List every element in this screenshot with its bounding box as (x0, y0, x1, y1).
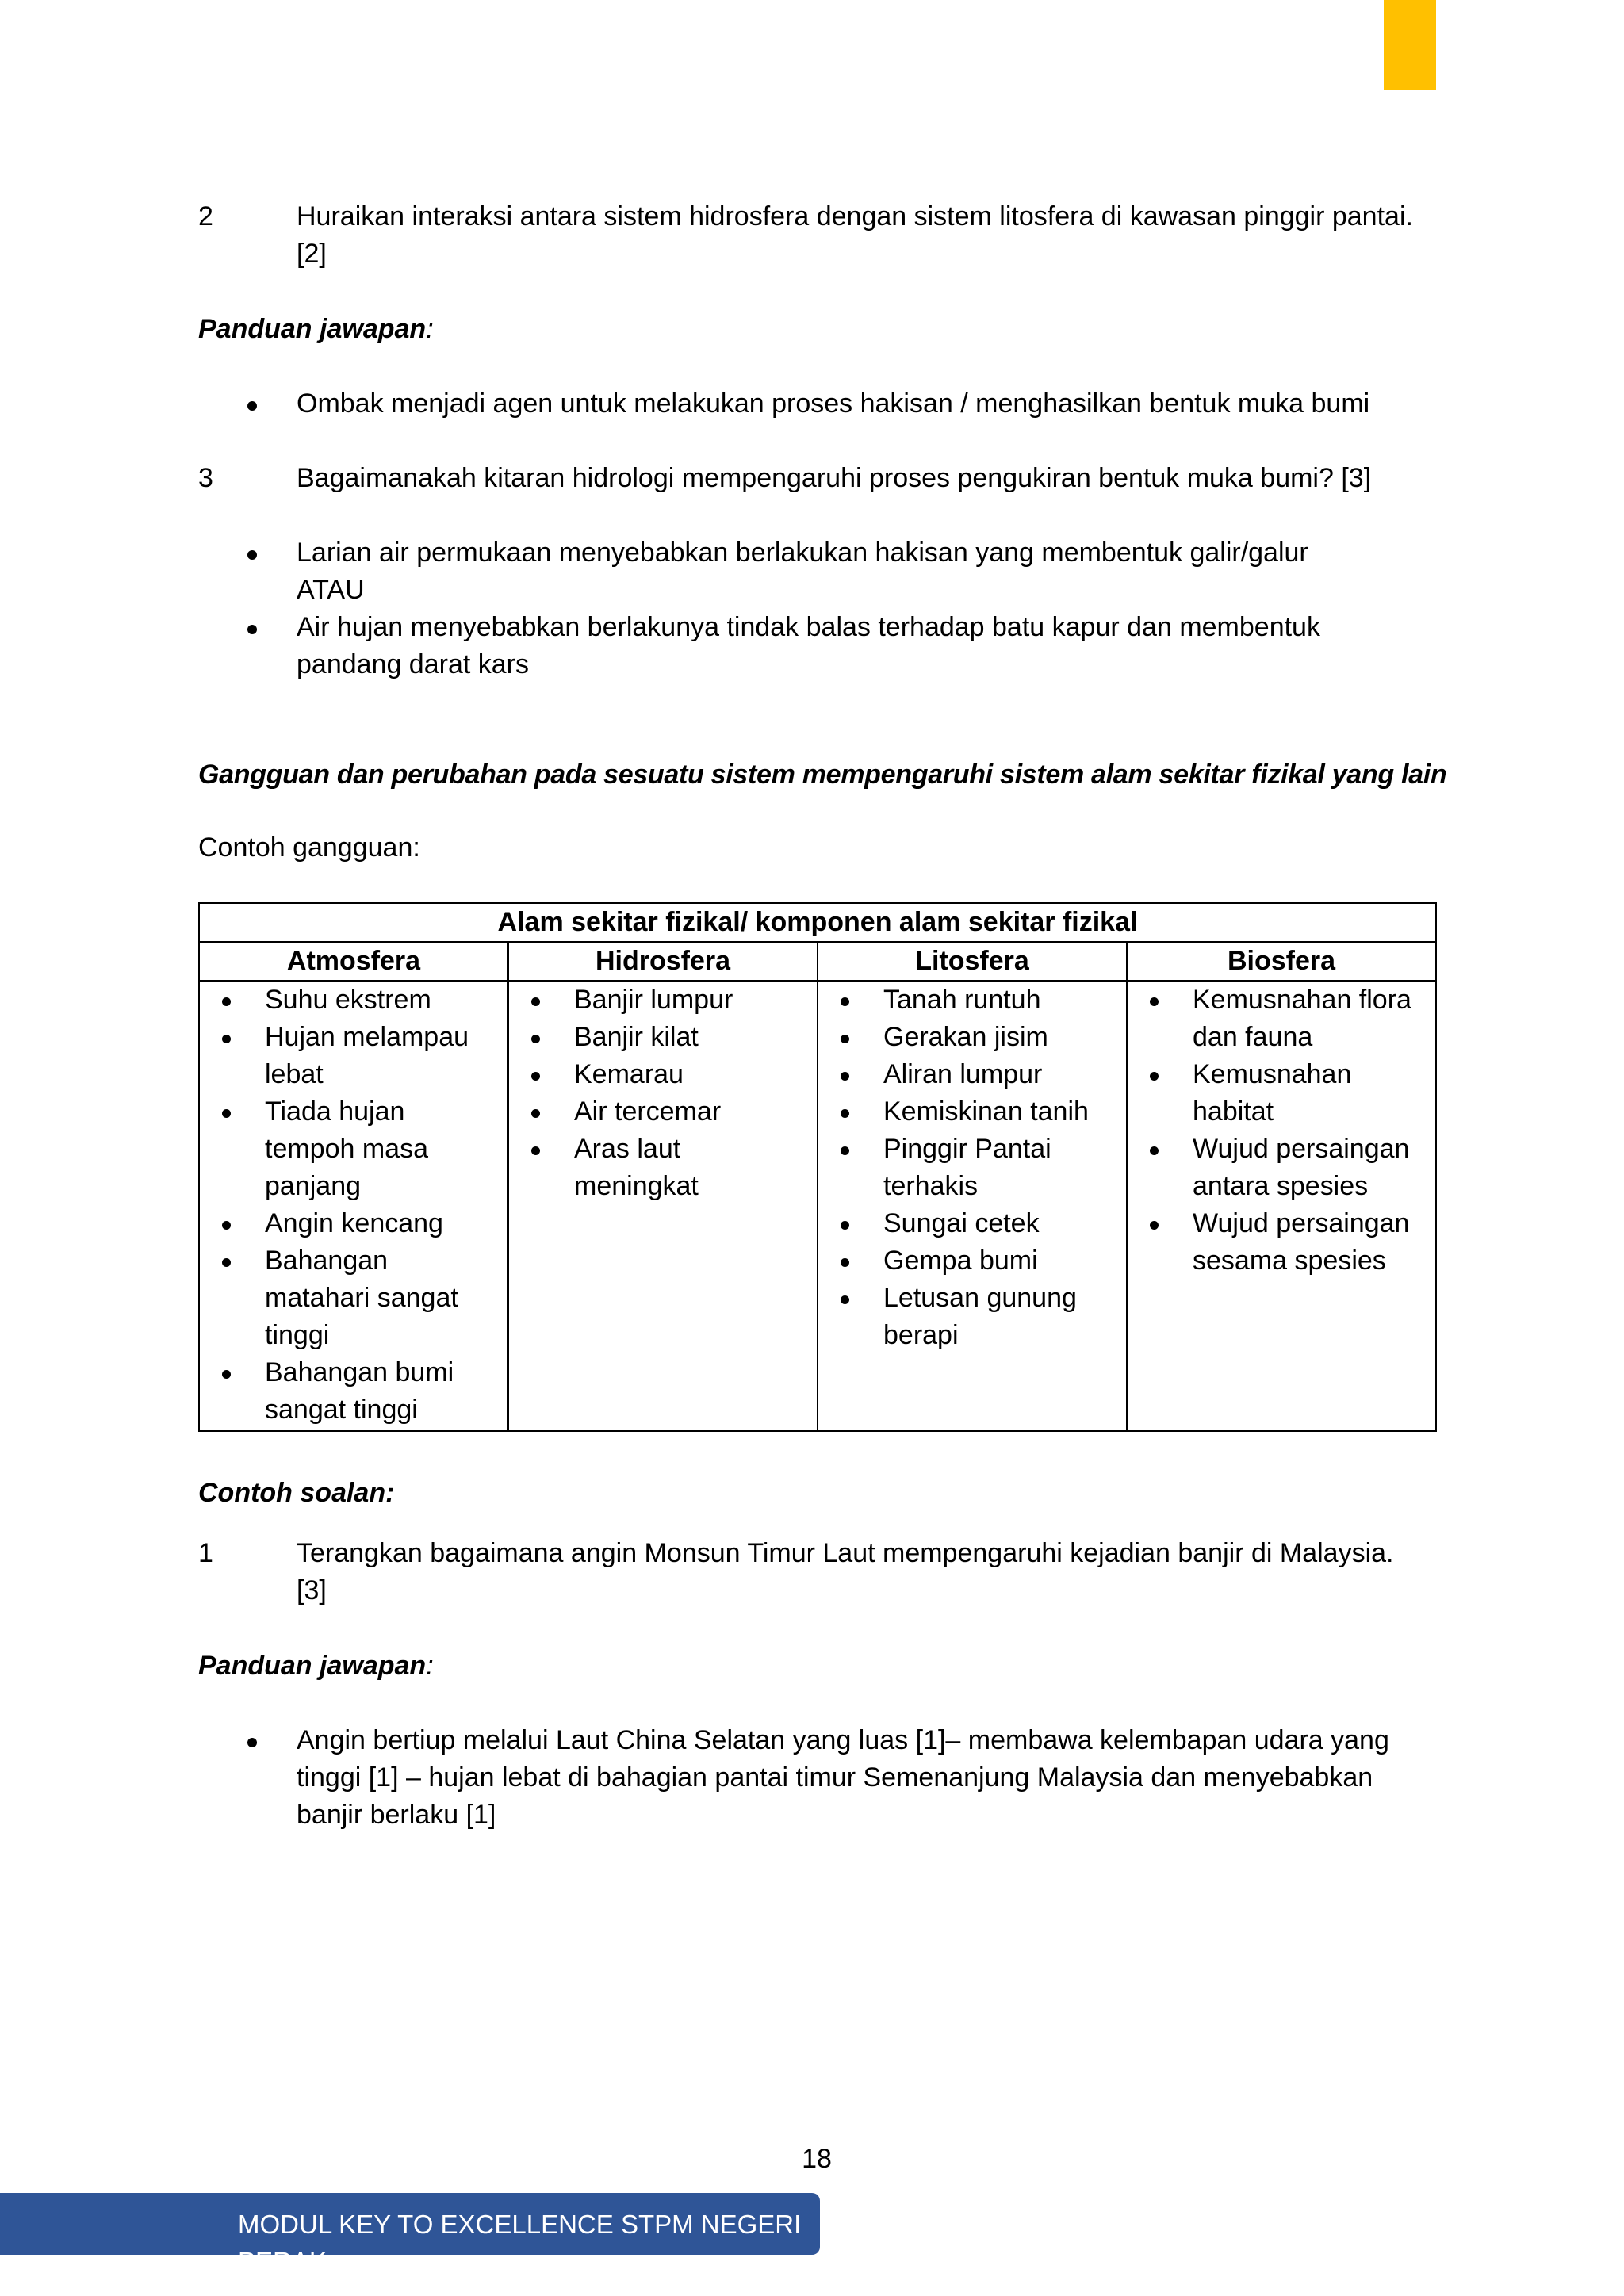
bullet-icon (841, 1295, 849, 1304)
example-disturbance-label: Contoh gangguan: (198, 832, 420, 863)
list-item: Tanah runtuh (826, 982, 1120, 1019)
list-item: Gerakan jisim (826, 1019, 1120, 1056)
list-item: Kemusnahan flora dan fauna (1136, 982, 1429, 1056)
bullet-icon (247, 625, 257, 634)
cell-litosfera (818, 981, 1127, 1431)
bullet-icon (841, 1258, 849, 1267)
bullet-icon (247, 550, 257, 560)
bullet-icon (222, 1370, 231, 1379)
page-number: 18 (802, 2144, 832, 2174)
bullet-icon (531, 1146, 540, 1155)
column-header-atmosfera: Atmosfera (199, 942, 508, 981)
environment-table (198, 902, 1437, 1432)
footer-text: MODUL KEY TO EXCELLENCE STPM NEGERI PERAK (238, 2210, 802, 2276)
bullet-icon (1150, 1146, 1159, 1155)
bullet-icon (841, 1035, 849, 1043)
bullet-icon (841, 1109, 849, 1118)
bullet-icon (247, 1738, 257, 1747)
question-1 (198, 1535, 1443, 1609)
list-item: Bahangan bumi sangat tinggi (208, 1354, 501, 1429)
list-item: Pinggir Pantai terhakis (826, 1131, 1120, 1205)
list-item: Sungai cetek (826, 1205, 1120, 1242)
list-item: Letusan gunung berapi (826, 1280, 1120, 1354)
table-title: Alam sekitar fizikal/ komponen alam sekitar fizikal (199, 903, 1436, 942)
bullet-icon (247, 401, 257, 411)
answer-list-q2 (246, 385, 1435, 423)
list-item: Gempa bumi (826, 1242, 1120, 1280)
list-item: Banjir kilat (517, 1019, 810, 1056)
list-item: Kemiskinan tanih (826, 1093, 1120, 1131)
column-header-litosfera: Litosfera (818, 942, 1127, 981)
bullet-icon (531, 1035, 540, 1043)
list-item: Air hujan menyebabkan berlakunya tindak balas terhadap batu kapur dan membentuk pandang darat kars (246, 609, 1435, 683)
bullet-icon (222, 997, 231, 1006)
cell-atmosfera (199, 981, 508, 1431)
column-header-hidrosfera: Hidrosfera (508, 942, 818, 981)
answer-guide-heading: Panduan jawapan: (198, 1651, 434, 1681)
footer-banner (0, 2193, 820, 2276)
cell-biosfera (1127, 981, 1436, 1431)
bullet-icon (222, 1258, 231, 1267)
list-item: Tiada hujan tempoh masa panjang (208, 1093, 501, 1205)
list-item: Aliran lumpur (826, 1056, 1120, 1093)
bullet-icon (1150, 1221, 1159, 1230)
list-item: Banjir lumpur (517, 982, 810, 1019)
example-questions-heading: Contoh soalan: (198, 1478, 395, 1508)
question-number: 3 (198, 463, 213, 493)
cell-hidrosfera (508, 981, 818, 1431)
question-text: Huraikan interaksi antara sistem hidrosfera dengan sistem litosfera di kawasan pinggir pantai. [2] (297, 201, 1413, 269)
section-heading: Gangguan dan perubahan pada sesuatu sistem mempengaruhi sistem alam sekitar fizikal yang lain (198, 760, 1447, 790)
bullet-icon (841, 1221, 849, 1230)
bullet-icon (1150, 997, 1159, 1006)
bullet-icon (1150, 1072, 1159, 1081)
list-item: Wujud persaingan sesama spesies (1136, 1205, 1429, 1280)
list-item: Air tercemar (517, 1093, 810, 1131)
list-item: Kemusnahan habitat (1136, 1056, 1429, 1131)
question-3 (198, 460, 1443, 497)
bullet-icon (841, 997, 849, 1006)
bullet-icon (222, 1221, 231, 1230)
list-item: Wujud persaingan antara spesies (1136, 1131, 1429, 1205)
answer-list-q1 (246, 1722, 1435, 1834)
question-text: Bagaimanakah kitaran hidrologi mempengaruhi proses pengukiran bentuk muka bumi? [3] (297, 463, 1372, 493)
list-item: Larian air permukaan menyebabkan berlakukan hakisan yang membentuk galir/galur ATAU (246, 534, 1435, 609)
bullet-icon (222, 1035, 231, 1043)
corner-accent-bar (1384, 0, 1436, 90)
answer-guide-heading: Panduan jawapan: (198, 314, 434, 344)
list-item: Angin bertiup melalui Laut China Selatan yang luas [1]– membawa kelembapan udara yang tinggi [1] – hujan lebat di bahagian pantai timur Semenanjung Malaysia dan menyebabkan banjir berlaku [1] (246, 1722, 1435, 1834)
list-item: Hujan melampau lebat (208, 1019, 501, 1093)
bullet-icon (531, 1109, 540, 1118)
list-item: Angin kencang (208, 1205, 501, 1242)
list-item: Aras laut meningkat (517, 1131, 810, 1205)
bullet-icon (531, 997, 540, 1006)
question-text: Terangkan bagaimana angin Monsun Timur Laut mempengaruhi kejadian banjir di Malaysia. [3] (297, 1538, 1394, 1605)
bullet-icon (531, 1072, 540, 1081)
bullet-icon (841, 1146, 849, 1155)
bullet-icon (222, 1109, 231, 1118)
list-item: Ombak menjadi agen untuk melakukan proses hakisan / menghasilkan bentuk muka bumi (246, 385, 1435, 423)
question-number: 2 (198, 201, 213, 232)
column-header-biosfera: Biosfera (1127, 942, 1436, 981)
question-2 (198, 198, 1443, 273)
list-item: Suhu ekstrem (208, 982, 501, 1019)
list-item: Bahangan matahari sangat tinggi (208, 1242, 501, 1354)
list-item: Kemarau (517, 1056, 810, 1093)
question-number: 1 (198, 1538, 213, 1568)
bullet-icon (841, 1072, 849, 1081)
answer-list-q3 (246, 534, 1435, 683)
